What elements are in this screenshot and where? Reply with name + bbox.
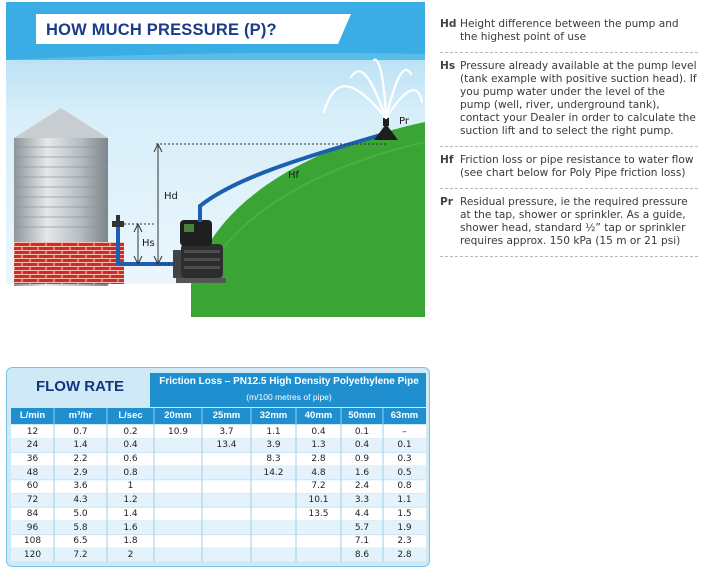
flow-rate-title: FLOW RATE [35, 378, 125, 395]
friction-loss-subtitle: (m/100 metres of pipe) [246, 392, 332, 402]
flow-rate-table [6, 367, 430, 567]
table-cell [202, 535, 251, 547]
table-cell: 1 [127, 481, 134, 492]
definition-text: Height difference between the pump and the highest point of use [460, 18, 679, 43]
table-cell: 0.7 [73, 426, 88, 437]
table-cell: 6.5 [73, 536, 88, 547]
table-cell: 1.3 [311, 440, 326, 451]
definition-text: Residual pressure, ie the required pressure at the tap, shower or sprinkler. As a guide, shower head, standard ½” tap or sprinkler requires approx. 150 kPa (15 m or 21 psi) [460, 196, 688, 247]
column-header: 50mm [348, 410, 376, 421]
table-cell: 7.2 [73, 549, 88, 560]
table-cell: 24 [26, 440, 39, 451]
table-cell: 7.2 [311, 481, 326, 492]
table-cell: 72 [26, 495, 39, 506]
table-cell: 1.9 [397, 522, 412, 533]
table-cell: 12 [26, 426, 39, 437]
column-header: 32mm [259, 410, 288, 421]
table-cell: 2.2 [73, 454, 88, 464]
table-cell: 5.8 [73, 522, 88, 533]
table-cell: 0.9 [354, 454, 370, 464]
table-cell: 2.8 [397, 549, 412, 560]
table-cell: 3.3 [354, 495, 370, 506]
pressure-diagram [6, 2, 425, 317]
table-cell: 4.4 [354, 508, 370, 519]
hf-label: Hf [288, 170, 300, 181]
table-cell: 3.7 [219, 426, 234, 437]
table-cell: 120 [23, 549, 42, 560]
table-cell [251, 535, 296, 547]
table-cell [296, 535, 341, 547]
table-cell: 48 [26, 467, 39, 478]
table-cell [202, 467, 251, 479]
table-cell [154, 549, 202, 561]
brick-wall [14, 242, 124, 284]
table-cell: 2.8 [311, 454, 326, 464]
table-cell: 5.0 [73, 508, 88, 519]
table-cell: 3.6 [73, 481, 88, 492]
table-cell [154, 439, 202, 451]
table-cell: 1.4 [123, 508, 138, 519]
hs-label: Hs [142, 238, 155, 249]
definitions-list [440, 8, 698, 257]
table-cell: 10.9 [167, 426, 189, 437]
column-header: 40mm [304, 410, 333, 421]
table-cell: 8.6 [354, 549, 370, 560]
table-cell: 4.8 [311, 467, 326, 478]
table-cell: 1.1 [397, 495, 412, 506]
table-cell: 2.9 [73, 467, 88, 478]
table-cell [202, 508, 251, 520]
table-cell [154, 453, 202, 465]
table-cell: – [402, 426, 407, 437]
table-cell [251, 494, 296, 506]
column-header: L/sec [118, 410, 143, 421]
definition-key: Hf [440, 154, 454, 166]
table-cell: 13.5 [308, 508, 329, 519]
definition-pr [440, 189, 698, 257]
table-cell: 1.4 [73, 440, 88, 451]
table-cell: 1.6 [123, 522, 138, 533]
definition-hd [440, 8, 698, 53]
table-cell [154, 467, 202, 479]
table-cell [251, 549, 296, 561]
table-cell: 0.1 [397, 440, 412, 451]
table-cell: 0.1 [354, 426, 370, 437]
table-cell [202, 549, 251, 561]
table-cell [296, 549, 341, 561]
table-cell: 13.4 [216, 440, 237, 451]
table-cell [202, 453, 251, 465]
table-cell: 0.8 [397, 481, 412, 492]
hd-label: Hd [164, 191, 178, 202]
table-cell: 3.9 [266, 440, 281, 451]
table-cell: 0.4 [354, 440, 370, 451]
table-cell: 0.4 [123, 440, 138, 451]
table-cell [154, 494, 202, 506]
table-cell: 7.1 [354, 536, 370, 547]
table-cell [202, 480, 251, 492]
table-cell [154, 535, 202, 547]
table-cell: 2.3 [397, 536, 412, 547]
table-cell [251, 522, 296, 534]
table-cell: 60 [26, 481, 39, 492]
table-cell [154, 508, 202, 520]
table-cell: 4.3 [73, 495, 88, 506]
table-cell [202, 494, 251, 506]
table-cell [154, 480, 202, 492]
definition-text: Friction loss or pipe resistance to water flow (see chart below for Poly Pipe friction loss) [460, 154, 694, 179]
table-cell: 84 [26, 508, 39, 519]
column-header: m³/hr [68, 410, 93, 421]
table-cell: 96 [26, 522, 39, 533]
table-cell [296, 522, 341, 534]
column-header: 25mm [212, 410, 241, 421]
definition-hf [440, 147, 698, 189]
table-cell: 10.1 [308, 495, 329, 506]
column-header: 63mm [390, 410, 419, 421]
table-cell: 1.1 [266, 426, 281, 437]
table-cell: 0.8 [123, 467, 138, 478]
table-cell: 8.3 [266, 454, 281, 464]
pr-label: Pr [399, 116, 409, 127]
table-cell: 5.7 [354, 522, 370, 533]
table-cell: 108 [23, 536, 42, 547]
pressure-illustration [6, 2, 425, 317]
table-cell: 36 [26, 454, 39, 464]
table-cell: 1.8 [123, 536, 138, 547]
definition-key: Hs [440, 60, 456, 72]
table-cell [251, 480, 296, 492]
definition-text: Pressure already available at the pump level (tank example with positive suction head). If you pump water under the level of the pump (well, river, underground tank), contact your Dealer in order to calculate the suction lift and to select the right pump. [460, 60, 697, 137]
table-cell: 0.3 [397, 454, 412, 464]
table-cell: 0.5 [397, 467, 412, 478]
table-cell: 2.4 [354, 481, 370, 492]
definition-key: Pr [440, 196, 453, 208]
table-cell: 2 [127, 549, 134, 560]
table-cell: 0.2 [123, 426, 138, 437]
table-cell: 0.6 [123, 454, 138, 464]
table-cell [251, 508, 296, 520]
table-cell: 1.2 [123, 495, 138, 506]
table-cell [202, 522, 251, 534]
definition-key: Hd [440, 18, 457, 30]
table-cell: 1.6 [354, 467, 370, 478]
friction-loss-title: Friction Loss – PN12.5 High Density Polyethylene Pipe [159, 376, 419, 387]
column-header: L/min [19, 410, 46, 421]
table-cell: 1.5 [397, 508, 412, 519]
definition-hs [440, 53, 698, 147]
illustration-title: HOW MUCH PRESSURE (P)? [46, 21, 277, 39]
table-cell: 0.4 [311, 426, 326, 437]
column-header: 20mm [164, 410, 192, 421]
table-cell: 14.2 [263, 467, 284, 478]
table-cell [154, 522, 202, 534]
